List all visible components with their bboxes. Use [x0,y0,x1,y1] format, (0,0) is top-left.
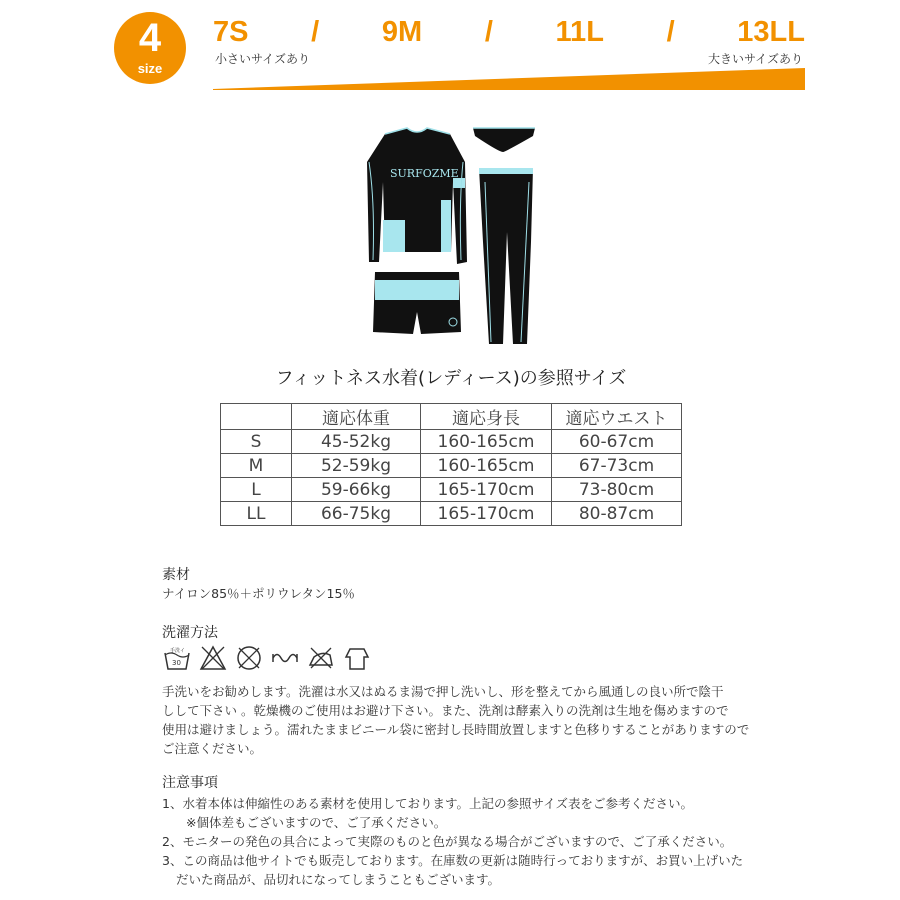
size-separator: / [311,15,320,48]
table-cell: 165-170cm [421,478,552,502]
header-underline [213,68,805,92]
table-cell: 80-87cm [552,502,682,526]
size-13ll: 13LL [737,15,805,48]
size-11l: 11L [555,15,604,48]
badge-number: 4 [138,16,162,60]
product-image [355,122,545,352]
svg-text:手洗イ: 手洗イ [170,648,186,654]
size-table [220,403,682,526]
no-iron-icon [306,643,336,673]
table-header-cell [221,404,292,430]
hang-dry-icon [342,643,372,673]
size-table-title: フィットネス水着(レディース)の参照サイズ [275,368,627,389]
table-row [221,478,682,502]
table-header-cell: 適応ウエスト [552,404,682,430]
notes-list [162,794,782,889]
large-size-note: 大きいサイズあり [707,52,803,66]
svg-text:30: 30 [172,659,181,667]
small-size-note: 小さいサイズあり [215,52,311,66]
hand-wash-30-icon [162,643,192,673]
text-line: 1、水着本体は伸縮性のある素材を使用しております。上記の参照サイズ表をご参考ください。 [162,796,693,811]
washing-heading: 洗濯方法 [162,625,218,641]
notes-heading: 注意事項 [162,775,218,791]
size-9m: 9M [381,15,423,48]
bikini-bottom [473,128,535,152]
table-cell: LL [221,502,292,526]
table-cell: 165-170cm [421,502,552,526]
table-cell: 45-52kg [292,430,421,454]
table-cell: 160-165cm [421,430,552,454]
text-line: 2、モニターの発色の具合によって実際のものと色が異なる場合がございますので、ご了承ください。 [162,834,733,849]
table-cell: 66-75kg [292,502,421,526]
brand-text: SURFOZME [390,167,459,180]
table-header-row [221,404,682,430]
table-cell: M [221,454,292,478]
table-cell: 73-80cm [552,478,682,502]
table-cell: 60-67cm [552,430,682,454]
care-icons [162,643,372,673]
table-cell: L [221,478,292,502]
material-text: ナイロン85％＋ポリウレタン15％ [162,586,355,601]
washing-instructions [162,682,782,758]
size-separator: / [666,15,675,48]
text-line: しして下さい 。乾燥機のご使用はお避け下さい。また、洗剤は酵素入りの洗剤は生地を傷めますので [162,703,729,718]
board-shorts [373,272,461,334]
table-cell: 67-73cm [552,454,682,478]
table-row [221,430,682,454]
table-cell: 160-165cm [421,454,552,478]
leggings [479,168,533,344]
size-count-badge [114,12,186,84]
size-7s: 7S [213,15,249,48]
table-header-cell: 適応身長 [421,404,552,430]
size-separator: / [484,15,493,48]
text-line: 使用は避けましょう。濡れたままビニール袋に密封し長時間放置しますと色移りすることがありますので [162,722,750,737]
table-row [221,454,682,478]
table-header-cell: 適応体重 [292,404,421,430]
table-cell: S [221,430,292,454]
badge-label: size [137,61,163,76]
no-tumble-dry-icon [234,643,264,673]
table-cell: 52-59kg [292,454,421,478]
text-line: ※個体差もございますので、ご了承ください。 [186,815,447,830]
wring-gently-icon [270,643,300,673]
text-line: 手洗いをお勧めします。洗濯は水又はぬるま湯で押し洗いし、形を整えてから風通しの良い所で陰干 [162,684,724,699]
text-line: ご注意ください。 [162,741,263,756]
size-list [213,12,805,52]
table-row [221,502,682,526]
rash-guard-top [367,128,467,264]
table-cell: 59-66kg [292,478,421,502]
material-heading: 素材 [162,567,190,583]
text-line: だいた商品が、品切れになってしまうこともございます。 [176,872,501,887]
no-bleach-icon [198,643,228,673]
text-line: 3、この商品は他サイトでも販売しております。在庫数の更新は随時行っておりますが、お買い上げいた [162,853,744,868]
